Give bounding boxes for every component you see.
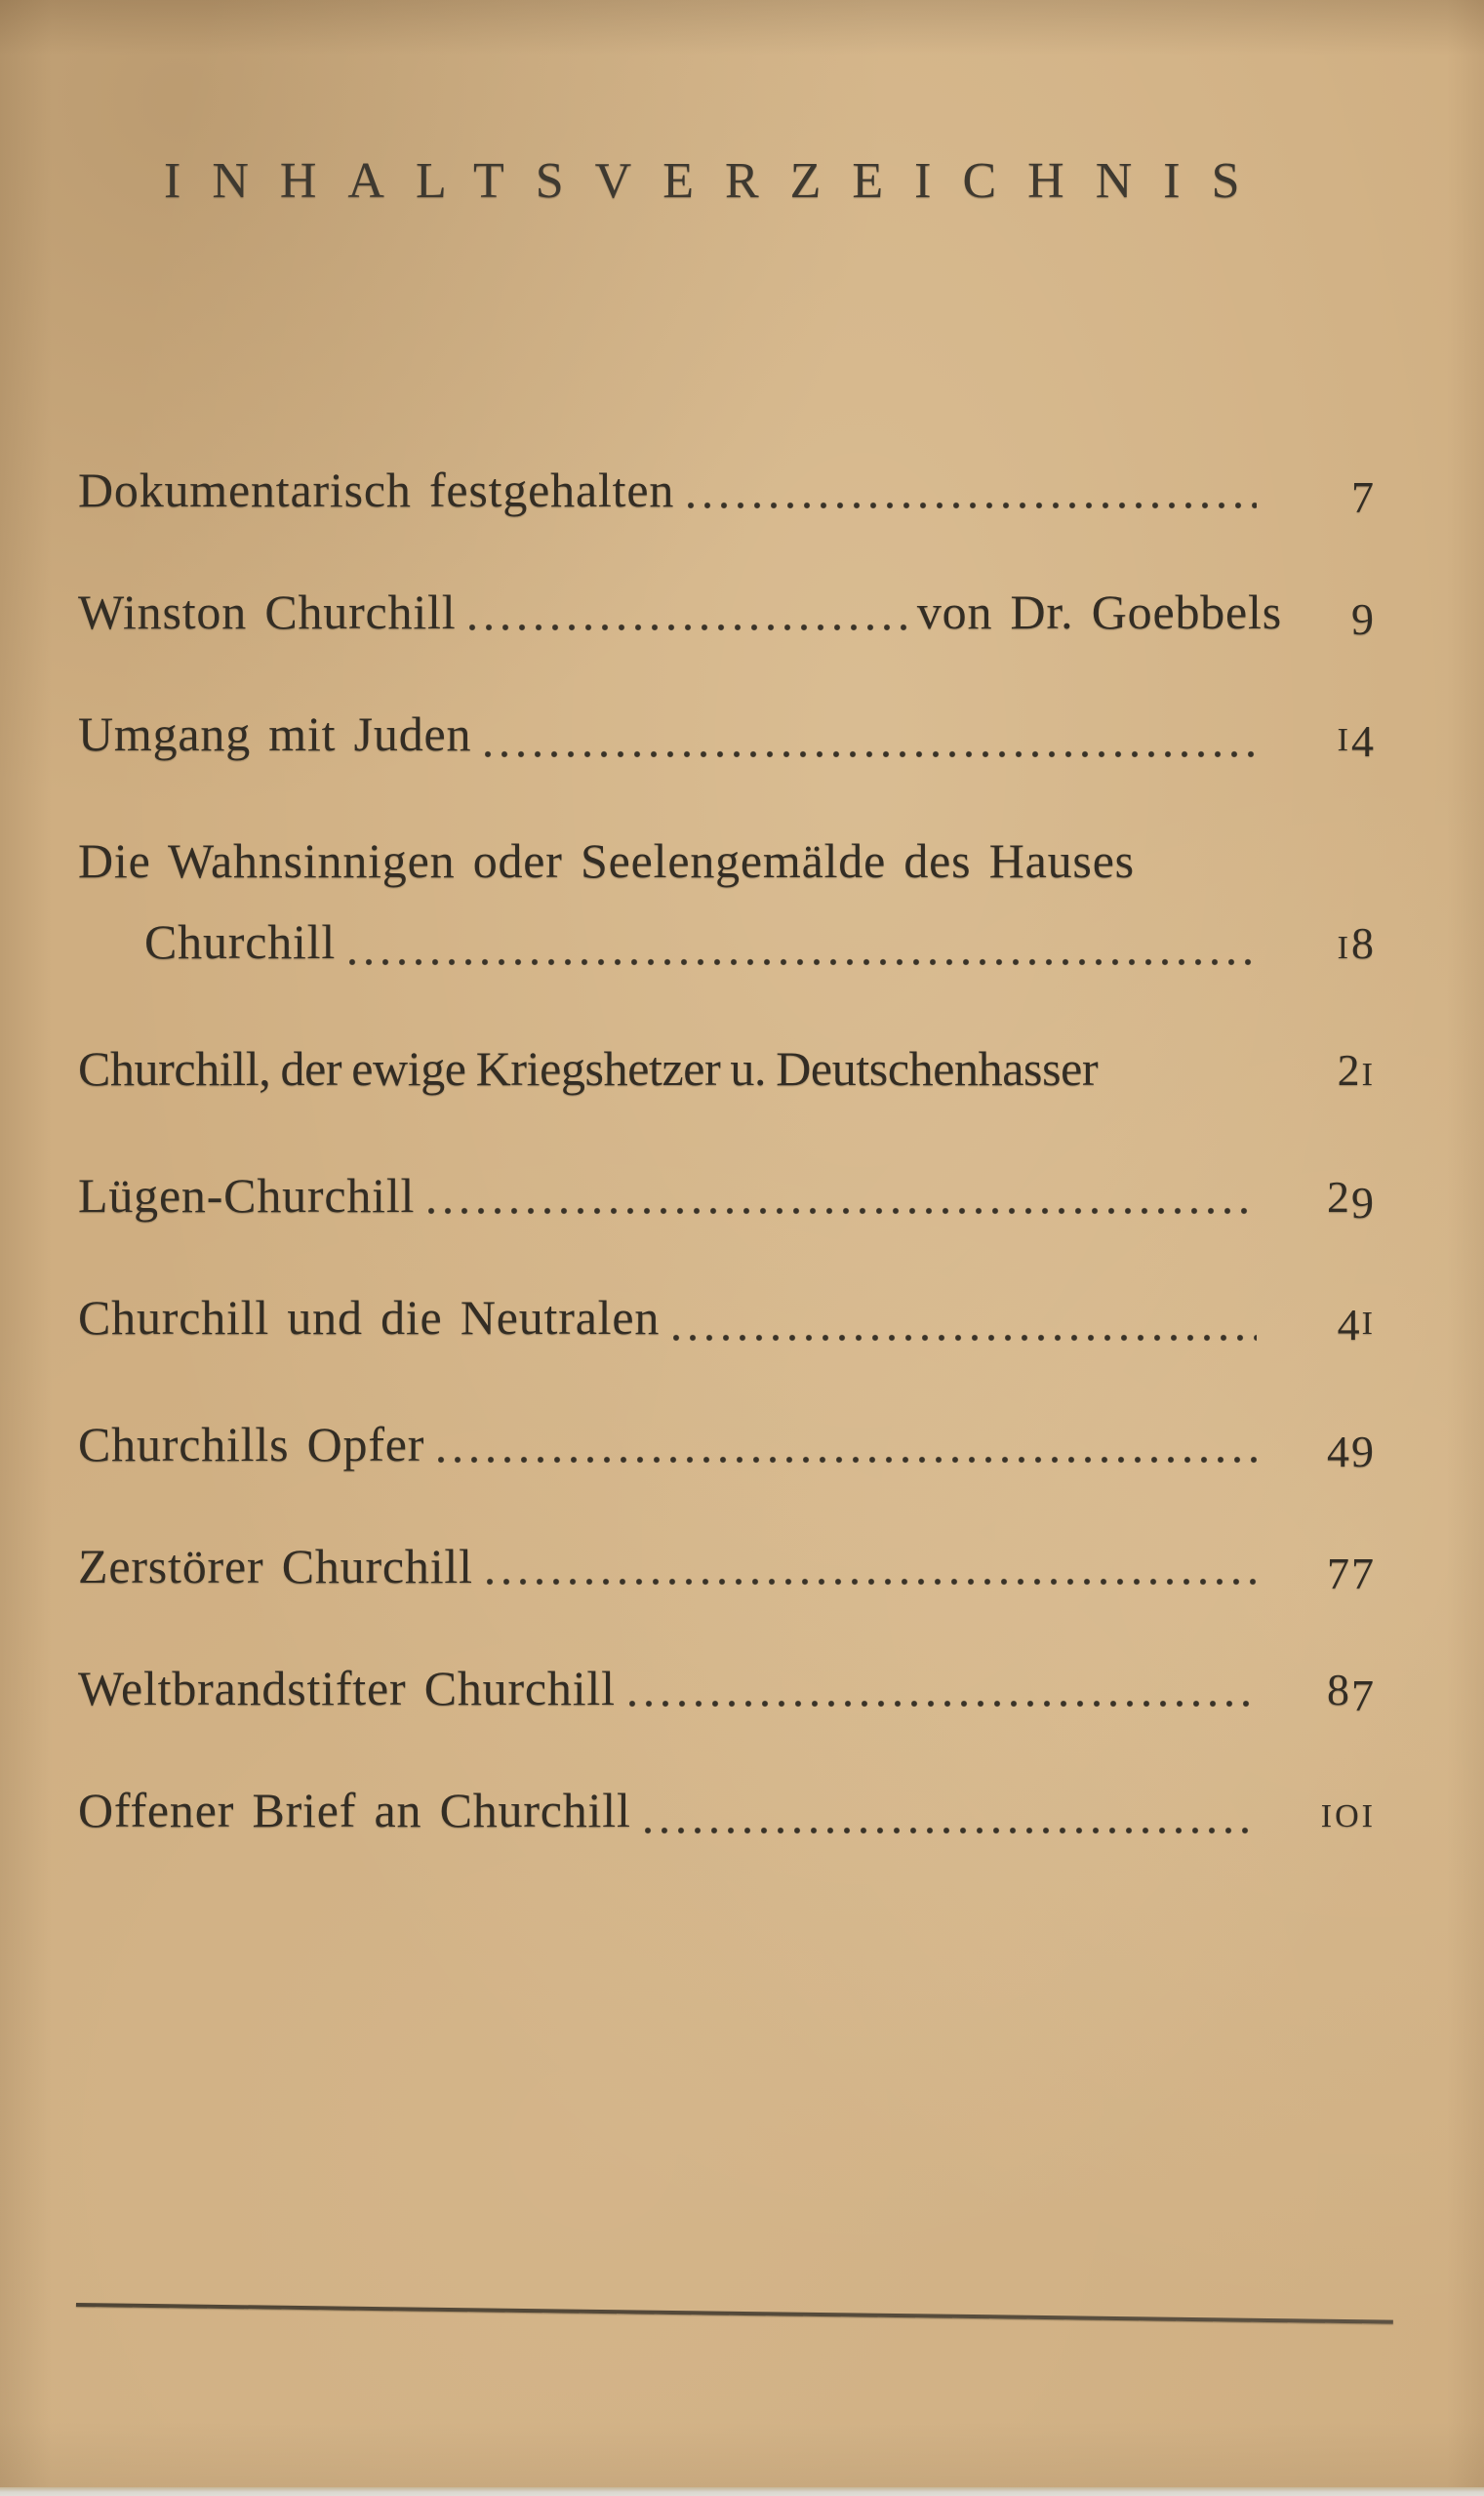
entry-title: Lügen-Churchill bbox=[78, 1168, 416, 1223]
page-title: INHALTSVERZEICHNIS bbox=[164, 153, 1271, 209]
toc-entry bbox=[78, 584, 1376, 642]
toc-entry bbox=[78, 1538, 1376, 1596]
scan-edge-strip bbox=[0, 2487, 1484, 2496]
leader-dots bbox=[688, 499, 1257, 512]
toc-entry bbox=[78, 1782, 1376, 1845]
toc-entry bbox=[78, 1040, 1376, 1104]
entry-title: Winston Churchill bbox=[78, 584, 457, 639]
page-number: 87 bbox=[1327, 1665, 1376, 1720]
page-number: 77 bbox=[1327, 1548, 1376, 1598]
table-of-contents bbox=[78, 462, 1376, 1909]
footer-rule bbox=[76, 2303, 1393, 2324]
entry-title: Churchill, der ewige Kriegshetzer u. Deutschenhasser bbox=[78, 1041, 1099, 1096]
leader-dots bbox=[629, 1697, 1257, 1711]
toc-entry bbox=[78, 462, 1376, 520]
entry-title: Umgang mit Juden bbox=[78, 706, 472, 761]
leader-dots bbox=[673, 1331, 1257, 1345]
entry-title: Weltbrandstifter Churchill bbox=[78, 1661, 616, 1715]
page-number: 2I bbox=[1337, 1045, 1376, 1095]
entry-title-line1: Die Wahnsinnigen oder Seelengemälde des Hauses bbox=[78, 833, 1135, 888]
page-number: 7 bbox=[1351, 471, 1376, 522]
toc-entry bbox=[78, 1167, 1376, 1226]
toc-entry bbox=[78, 705, 1376, 769]
leader-dots bbox=[349, 955, 1257, 969]
page-number: 49 bbox=[1327, 1426, 1376, 1476]
entry-title: Dokumentarisch festgehalten bbox=[78, 463, 675, 517]
page-number: I8 bbox=[1337, 918, 1376, 968]
toc-entry bbox=[78, 1289, 1376, 1352]
page-number: 4I bbox=[1337, 1299, 1376, 1349]
toc-entry bbox=[78, 832, 1376, 977]
entry-title-line2-row bbox=[78, 913, 1376, 977]
toc-entry bbox=[78, 1416, 1376, 1474]
entry-title: Churchill und die Neutralen bbox=[78, 1290, 661, 1345]
leader-dots bbox=[438, 1453, 1257, 1467]
page-number: 9 bbox=[1351, 593, 1376, 644]
leader-dots bbox=[428, 1204, 1257, 1218]
page-number: I4 bbox=[1337, 715, 1376, 766]
leader-dots bbox=[469, 621, 912, 634]
entry-byline: von Dr. Goebbels bbox=[916, 584, 1282, 639]
entry-title: Churchills Opfer bbox=[78, 1417, 425, 1471]
page-number: 29 bbox=[1327, 1172, 1376, 1228]
page-number: IOI bbox=[1320, 1798, 1376, 1834]
entry-title: Churchill bbox=[144, 914, 337, 969]
leader-dots bbox=[645, 1824, 1257, 1837]
leader-dots bbox=[485, 747, 1257, 761]
toc-entry bbox=[78, 1660, 1376, 1718]
entry-title: Offener Brief an Churchill bbox=[78, 1783, 631, 1837]
entry-title: Zerstörer Churchill bbox=[78, 1539, 473, 1593]
leader-dots bbox=[487, 1575, 1257, 1589]
